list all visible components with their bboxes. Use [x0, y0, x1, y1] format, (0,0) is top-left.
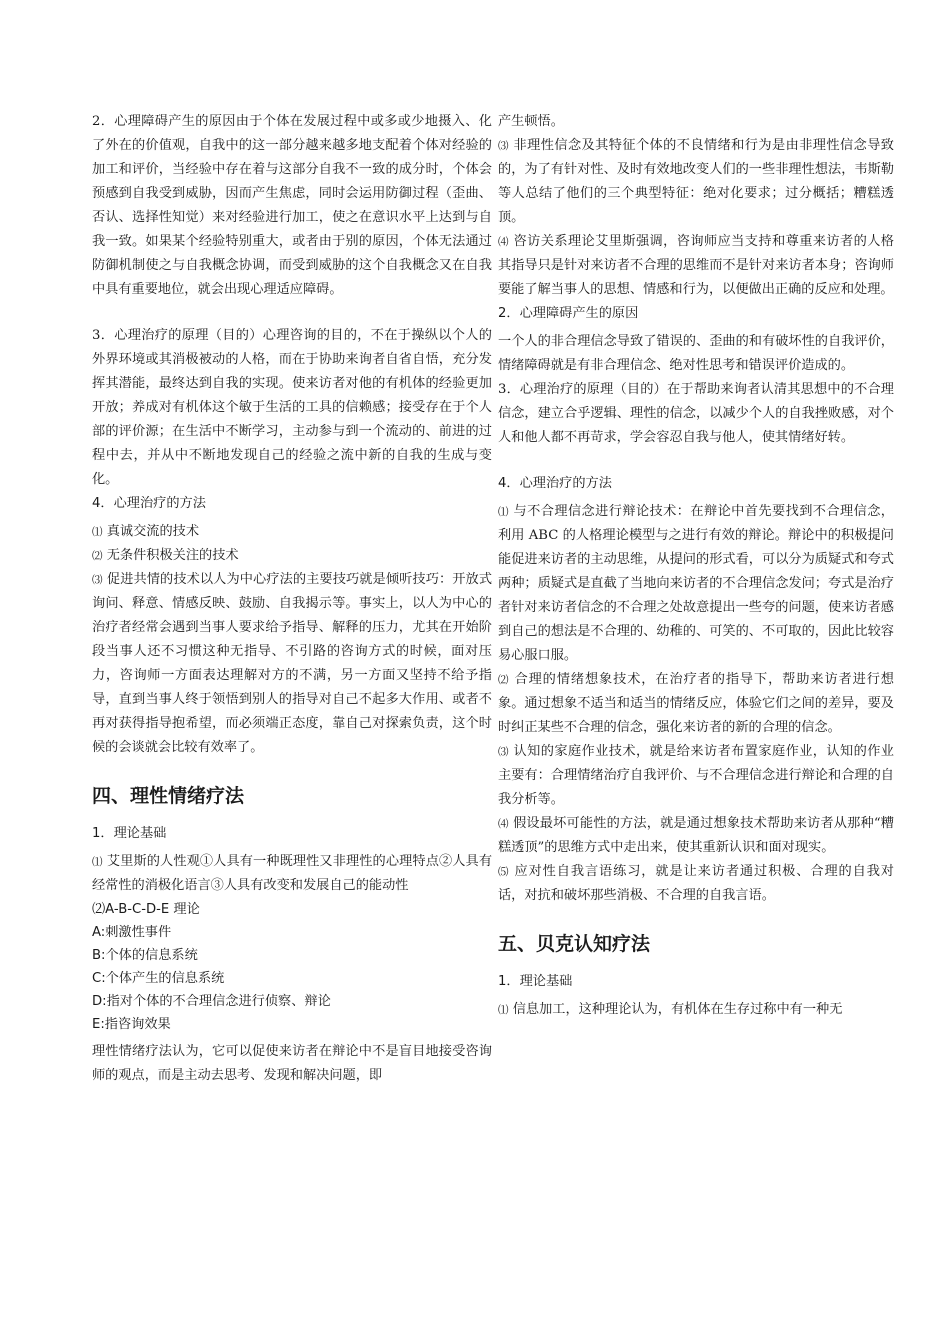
- subheading-cause: 2．心理障碍产生的原因: [498, 306, 639, 321]
- list-item: ⑵ 合理的情绪想象技术，在治疗者的指导下，帮助来访者进行想象。通过想象不适当和适当的情绪反应，体验它们之间的差异，要及时纠正某些不合理的信念，强化来访者的新的合理的信念。: [498, 672, 894, 735]
- paragraph-continued: 产生顿悟。: [498, 114, 564, 129]
- list-item: ⑴ 真诚交流的技术: [92, 524, 200, 539]
- abcde-a: A:刺激性事件: [92, 925, 172, 940]
- list-item: ⑶ 促进共情的技术以人为中心疗法的主要技巧就是倾听技巧：开放式询问、释意、情感反映、鼓励、自我揭示等。事实上，以人为中心的治疗者经常会遇到当事人要求给予指导、解释的压力，尤其在开始阶段当事人还不习惯这种无指导、不引路的咨询方式的时候，面对压力，咨询师一方面表达理解对方的不满，另一方面又坚持不给予指导，直到当事人终于领悟到别人的指导对自己不起多大作用、或者不再对获得指导抱希望，而必须端正态度，靠自己对探索负责，这个时候的会谈就会比较有效率了。: [92, 572, 493, 755]
- abcde-title: ⑵A-B-C-D-E 理论: [92, 902, 200, 917]
- paragraph-cause-ret: 一个人的非合理信念导致了错误的、歪曲的和有破坏性的自我评价，情绪障碍就是有非合理信念、绝对性思考和错误评价造成的。: [498, 334, 894, 373]
- list-item: ⑴ 艾里斯的人性观①人具有一种既理性又非理性的心理特点②人具有经常性的消极化语言③人具有改变和发展自己的能动性: [92, 854, 493, 893]
- list-item: ⑴ 信息加工，这种理论认为，有机体在生存过称中有一种无: [498, 1002, 843, 1017]
- subheading-methods-ret: 4．心理治疗的方法: [498, 476, 612, 491]
- abcde-c: C:个体产生的信息系统: [92, 971, 225, 986]
- right-column: [498, 110, 894, 1022]
- abcde-d: D:指对个体的不合理信念进行侦察、辩论: [92, 994, 331, 1009]
- subheading-theory-beck: 1．理论基础: [498, 974, 573, 989]
- abcde-e: E:指咨询效果: [92, 1017, 171, 1032]
- list-item: ⑶ 非理性信念及其特征个体的不良情绪和行为是由非理性信念导致的，为了有针对性、及时有效地改变人们的一些非理性想法，韦斯勒等人总结了他们的三个典型特征：绝对化要求；过分概括；糟糕透顶。: [498, 138, 894, 225]
- list-item: ⑶ 认知的家庭作业技术，就是给来访者布置家庭作业，认知的作业主要有：合理情绪治疗自我评价、与不合理信念进行辩论和合理的自我分析等。: [498, 744, 894, 807]
- abcde-b: B:个体的信息系统: [92, 948, 198, 963]
- list-item: ⑸ 应对性自我言语练习，就是让来访者通过积极、合理的自我对话，对抗和破坏那些消极、不合理的自我言语。: [498, 864, 894, 903]
- paragraph-goal: 3．心理治疗的原理（目的）心理咨询的目的，不在于操纵以个人的外界环境或其消极被动的人格，而在于协助来询者自省自悟，充分发挥其潜能，最终达到自我的实现。使来访者对他的有机体的经验更加开放；养成对有机体这个敏于生活的工具的信赖感；接受存在于个人部的评价源；在生活中不断学习，主动参与到一个流动的、前进的过程中去，并从中不断地发现自己的经验之流中新的自我的生成与变化。: [92, 328, 492, 487]
- list-item: ⑴ 与不合理信念进行辩论技术：在辩论中首先要找到不合理信念，利用 ABC 的人格理论模型与之进行有效的辩论。辩论中的积极提问能促进来访者的主动思维，从提问的形式看，可以分为质疑式和夸式两种；质疑式是直截了当地向来访者的不合理信念发问；夸式是治疗者针对来访者信念的不合理之处故意提出一些夸的问题，使来访者感到自己的想法是不合理的、幼稚的、可笑的、不可取的，因此比较容易心服口服。: [498, 504, 894, 663]
- list-item: ⑵ 无条件积极关注的技术: [92, 548, 239, 563]
- paragraph-cause: 2．心理障碍产生的原因由于个体在发展过程中或多或少地摄入、化了外在的价值观，自我中的这一部分越来越多地支配着个体对经验的加工和评价，当经验中存在着与这部分自我不一致的成分时，个体会预感到自我受到威胁，因而产生焦虑，同时会运用防御过程（歪曲、否认、选择性知觉）来对经验进行加工，使之在意识水平上达到与自我一致。如果某个经验特别重大，或者由于别的原因，个体无法通过防御机制使之与自我概念协调，而受到威胁的这个自我概念又在自我中具有重要地位，就会出现心理适应障碍。: [92, 114, 492, 297]
- paragraph-goal-ret: 3．心理治疗的原理（目的）在于帮助来询者认清其思想中的不合理信念，建立合乎逻辑、理性的信念，以减少个人的自我挫败感，对个人和他人都不再苛求，学会容忍自我与他人，使其情绪好转。: [498, 382, 894, 445]
- section-heading-rational-emotive: 四、理性情绪疗法: [92, 785, 245, 807]
- paragraph-ret-summary: 理性情绪疗法认为，它可以促使来访者在辩论中不是盲目地接受咨询师的观点，而是主动去思考、发现和解决问题，即: [92, 1044, 492, 1083]
- list-item: ⑷ 假设最坏可能性的方法，就是通过想象技术帮助来访者从那种“糟糕透顶”的思维方式中走出来，使其重新认识和面对现实。: [498, 816, 894, 855]
- list-item: ⑷ 咨访关系理论艾里斯强调，咨询师应当支持和尊重来访者的人格其指导只是针对来访者不合理的思维而不是针对来访者本身；咨询师要能了解当事人的思想、情感和行为，以便做出正确的反应和处理。: [498, 234, 894, 297]
- left-column: [92, 110, 492, 1088]
- subheading-methods: 4．心理治疗的方法: [92, 496, 206, 511]
- section-heading-beck: 五、贝克认知疗法: [498, 933, 651, 955]
- subheading-theory: 1．理论基础: [92, 826, 167, 841]
